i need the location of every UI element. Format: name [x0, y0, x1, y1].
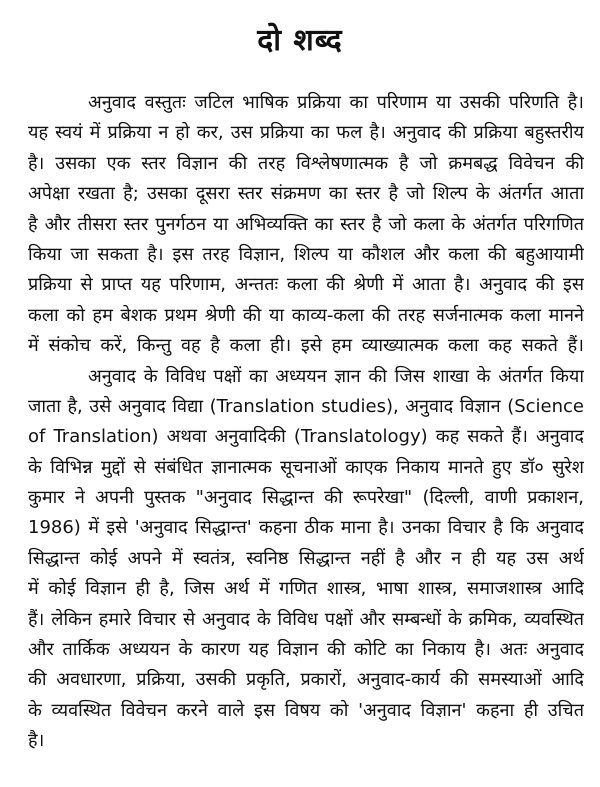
- text-line: में कोई विज्ञान ही है, जिस अर्थ में गणित शास्त्र, भाषा शास्त्र, समाजशास्त्र आदि: [28, 578, 584, 600]
- text-line: हैं। लेकिन हमारे विचार से अनुवाद के विविध पक्षों और सम्बन्धों के क्रमिक, व्यवस्थित: [28, 608, 584, 630]
- text-line: कला को हम बेशक प्रथम श्रेणी की या काव्य-कला की तरह सर्जनात्मक कला मानने: [28, 304, 584, 326]
- text-line: प्रक्रिया से प्राप्त यह परिणाम, अन्ततः कला की श्रेणी में आता है। अनुवाद की इस: [28, 274, 584, 296]
- text-line: कुमार ने अपनी पुस्तक "अनुवाद सिद्धान्त की रूपरेखा" (दिल्ली, वाणी प्रकाशन,: [28, 487, 584, 509]
- text-line: of Translation) अथवा अनुवादिकी (Translatology) कह सकते हैं। अनुवाद: [28, 426, 584, 448]
- text-line: किया जा सकता है। इस तरह विज्ञान, शिल्प या कौशल और कला की बहुआयामी: [28, 243, 584, 265]
- page-title: दो शब्द: [257, 23, 343, 58]
- text-line: अनुवाद वस्तुतः जटिल भाषिक प्रक्रिया का परिणाम या उसकी परिणति है।: [88, 92, 584, 113]
- text-line: जाता है, उसे अनुवाद विद्या (Translation studies), अनुवाद विज्ञान (Science: [28, 395, 584, 417]
- text-line: अपेक्षा रखता है; उसका दूसरा स्तर संक्रमण का स्तर है जो शिल्प के अंतर्गत आता: [28, 183, 584, 205]
- body-text: [28, 88, 584, 757]
- text-line: की अवधारणा, प्रक्रिया, उसकी प्रकृति, प्रकारों, अनुवाद-कार्य की समस्याओं आदि: [28, 669, 584, 691]
- text-line: 1986) में इसे 'अनुवाद सिद्धान्त' कहना ठीक माना है। उनका विचार है कि अनुवाद: [28, 517, 584, 539]
- text-line: है। उसका एक स्तर विज्ञान की तरह विश्लेषणात्मक है जो क्रमबद्ध विवेचन की: [28, 152, 584, 174]
- text-line: में संकोच करें, किन्तु वह है कला ही। इसे हम व्याख्यात्मक कला कह सकते हैं।: [28, 335, 584, 357]
- text-line: और तार्किक अध्ययन के कारण यह विज्ञान की कोटि का निकाय है। अतः अनुवाद: [28, 639, 584, 661]
- text-line: अनुवाद के विविध पक्षों का अध्ययन ज्ञान की जिस शाखा के अंतर्गत किया: [88, 365, 584, 387]
- text-line: यह स्वयं में प्रक्रिया न हो कर, उस प्रक्रिया का फल है। अनुवाद की प्रक्रिया बहुस्तरीय: [28, 122, 584, 144]
- text-line: है और तीसरा स्तर पुनर्गठन या अभिव्यक्ति का स्तर है जो कला के अंतर्गत परिगणित: [28, 213, 584, 235]
- text-line: के व्यवस्थित विवेचन करने वाले इस विषय को 'अनुवाद विज्ञान' कहना ही उचित: [28, 699, 584, 721]
- text-line: के विभिन्न मुद्दों से संबंधित ज्ञानात्मक सूचनाओं काएक निकाय मानते हुए डॉ० सुरेश: [28, 456, 584, 478]
- text-line: है।: [28, 730, 45, 752]
- text-line: सिद्धान्त कोई अपने में स्वतंत्र, स्वनिष्ठ सिद्धान्त नहीं है और न ही यह उस अर्थ: [28, 547, 584, 569]
